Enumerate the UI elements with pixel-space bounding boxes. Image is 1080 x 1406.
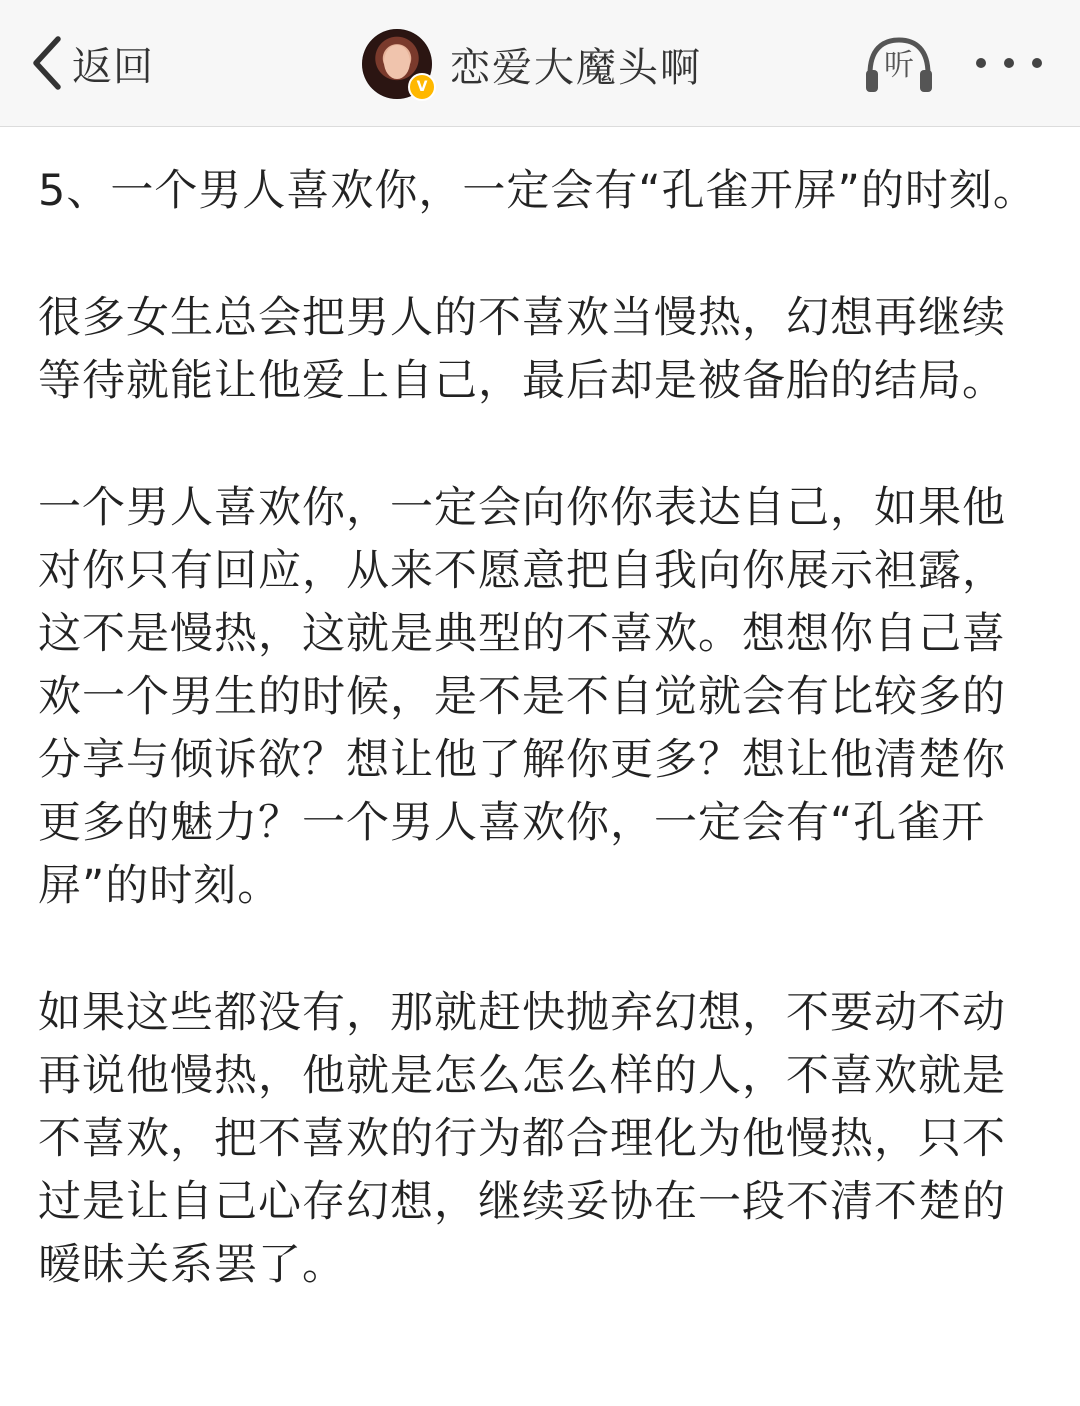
more-options-button[interactable] (970, 44, 1050, 84)
listen-label: 听 (884, 48, 914, 83)
article-body (38, 160, 1048, 1297)
author-profile[interactable] (362, 28, 702, 100)
article-paragraph: 一个男人喜欢你，一定会向你你表达自己，如果他对你只有回应，从来不愿意把自我向你展示袒露，这不是慢热，这就是典型的不喜欢。想想你自己喜欢一个男生的时候，是不是不自觉就会有比较多的分享与倾诉欲？想让他了解你更多？想让他清楚你更多的魅力？一个男人喜欢你，一定会有“孔雀开屏”的时刻。 (38, 483, 1006, 911)
avatar[interactable] (362, 29, 432, 99)
article-paragraph: 如果这些都没有，那就赶快抛弃幻想，不要动不动再说他慢热，他就是怎么怎么样的人，不喜欢就是不喜欢，把不喜欢的行为都合理化为他慢热，只不过是让自己心存幻想，继续妥协在一段不清不楚的暧昧关系罢了。 (38, 988, 1006, 1290)
verified-badge-icon: V (408, 73, 436, 101)
back-label: 返回 (72, 43, 154, 90)
top-nav-bar (0, 0, 1080, 127)
article-paragraph: 5、一个男人喜欢你，一定会有“孔雀开屏”的时刻。 (38, 166, 1037, 216)
author-name[interactable]: 恋爱大魔头啊 (450, 44, 702, 91)
article-paragraph: 很多女生总会把男人的不喜欢当慢热，幻想再继续等待就能让他爱上自己，最后却是被备胎的结局。 (38, 293, 1006, 406)
chevron-left-icon (30, 35, 64, 91)
listen-button[interactable] (862, 34, 936, 94)
back-button[interactable] (30, 30, 154, 96)
more-dots-icon (976, 58, 986, 68)
